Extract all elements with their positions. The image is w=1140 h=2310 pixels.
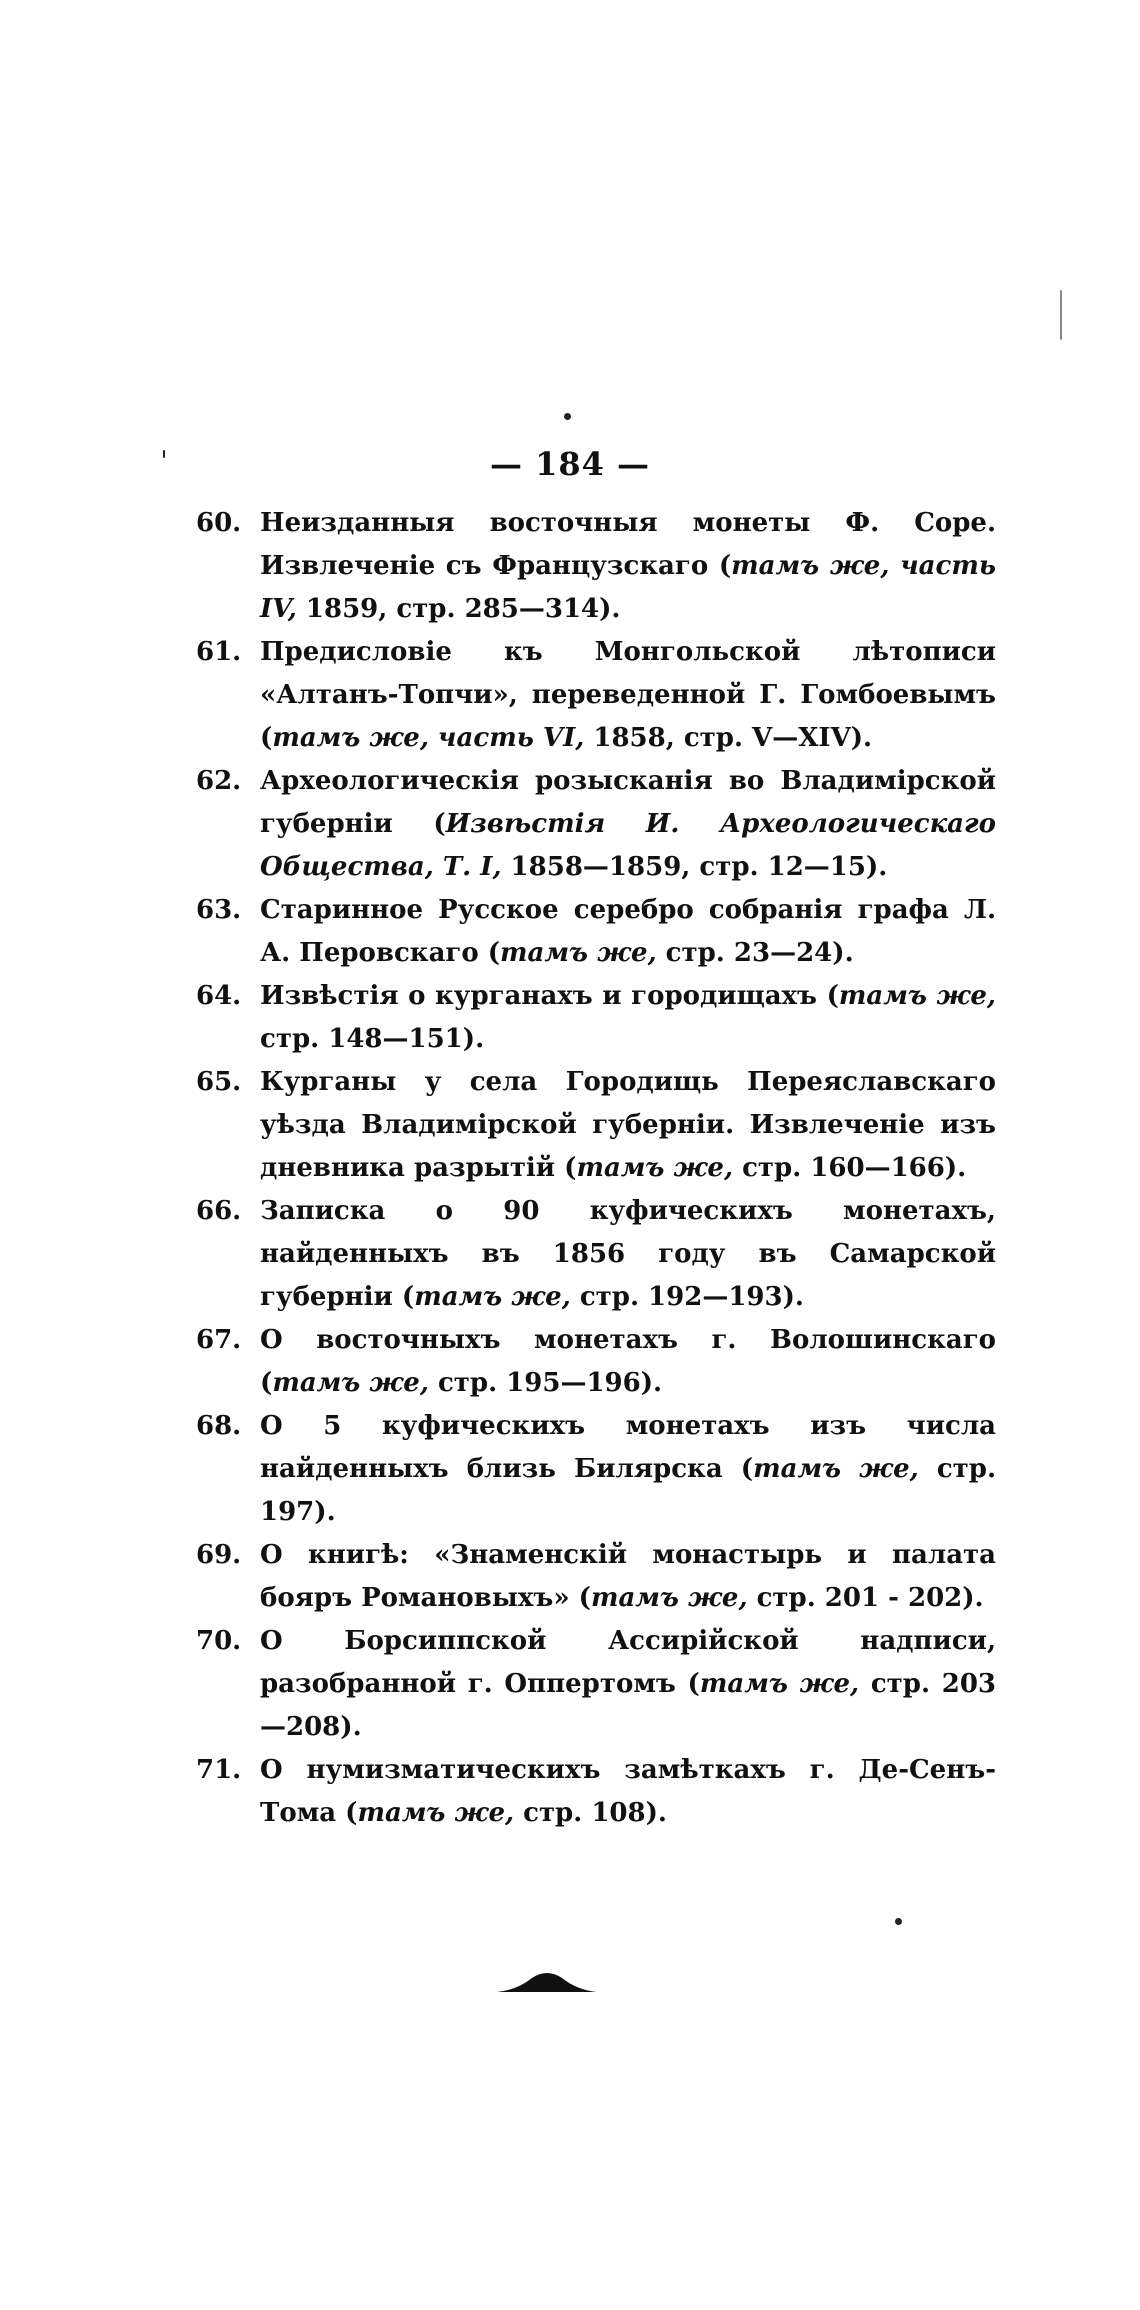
list-item (196, 1319, 996, 1405)
entry-text: Записка о 90 куфическихъ монетахъ, найденныхъ въ 1856 году въ Самарской губерніи (тамъ же, стр. 192—193). (260, 1196, 996, 1312)
list-item (196, 1749, 996, 1835)
list-item (196, 1190, 996, 1319)
entry-text: Курганы у села Городищь Переяславскаго уѣзда Владимірской губерніи. Извлеченіе изъ дневника разрытій (тамъ же, стр. 160—166). (260, 1067, 996, 1183)
entry-text: О нумизматическихъ замѣткахъ г. Де-Сенъ-Тома (тамъ же, стр. 108). (260, 1755, 996, 1828)
entry-number: 63. (196, 895, 242, 925)
entry-number: 62. (196, 766, 242, 796)
tailpiece-ornament-icon (497, 1970, 597, 1994)
entry-text: О Борсиппской Ассирійской надписи, разобранной г. Оппертомъ (тамъ же, стр. 203—208). (260, 1626, 997, 1742)
scan-speck (1060, 290, 1062, 340)
entry-text: Извѣстія о курганахъ и городищахъ (тамъ же, стр. 148—151). (260, 981, 996, 1054)
entry-text: О книгѣ: «Знаменскій монастырь и палата бояръ Романовыхъ» (тамъ же, стр. 201 - 202). (260, 1540, 996, 1613)
scan-speck (163, 450, 165, 458)
entry-number: 69. (196, 1540, 242, 1570)
entry-number: 61. (196, 637, 242, 667)
entry-number: 67. (196, 1325, 242, 1355)
entry-number: 60. (196, 508, 242, 538)
entry-number: 64. (196, 981, 242, 1011)
list-item (196, 631, 996, 760)
list-item (196, 502, 996, 631)
entry-text: Предисловіе къ Монгольской лѣтописи «Алтанъ-Топчи», переведенной Г. Гомбоевымъ (тамъ же, часть VI, 1858, стр. V—XIV). (260, 637, 996, 753)
list-item (196, 1061, 996, 1190)
entry-number: 65. (196, 1067, 242, 1097)
bibliography-list (196, 502, 996, 1835)
entry-number: 71. (196, 1755, 242, 1785)
page-number: — 184 — (489, 445, 651, 483)
entry-number: 68. (196, 1411, 242, 1441)
list-item (196, 1620, 996, 1749)
list-item (196, 1405, 996, 1534)
list-item (196, 889, 996, 975)
entry-text: Археологическія розысканія во Владимірской губерніи (Извѣстія И. Археологическаго Общества, Т. I, 1858—1859, стр. 12—15). (260, 766, 996, 882)
list-item (196, 1534, 996, 1620)
scan-speck (895, 1918, 902, 1925)
entry-text: Неизданныя восточныя монеты Ф. Соре. Извлеченіе съ Французскаго (тамъ же, часть IV, 1859, стр. 285—314). (260, 508, 996, 624)
entry-text: Старинное Русское серебро собранія графа Л. А. Перовскаго (тамъ же, стр. 23—24). (260, 895, 996, 968)
entry-number: 70. (196, 1626, 242, 1656)
entry-text: О 5 куфическихъ монетахъ изъ числа найденныхъ близь Билярска (тамъ же, стр. 197). (260, 1411, 996, 1527)
entry-number: 66. (196, 1196, 242, 1226)
list-item (196, 760, 996, 889)
scan-speck (564, 413, 571, 420)
list-item (196, 975, 996, 1061)
entry-text: О восточныхъ монетахъ г. Волошинскаго (тамъ же, стр. 195—196). (260, 1325, 996, 1398)
